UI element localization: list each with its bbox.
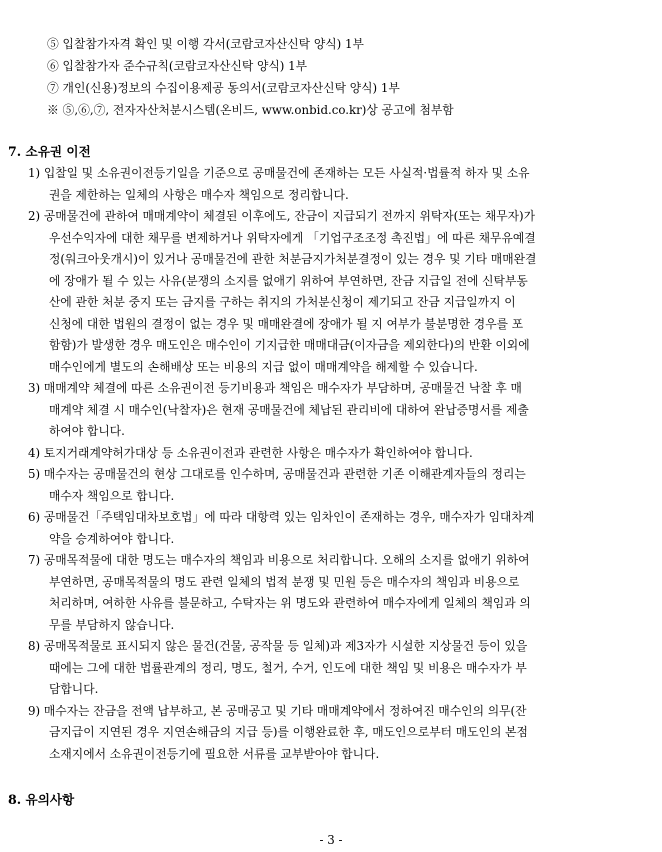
section-7-item-2-line-6: 신청에 대한 법원의 결정이 없는 경우 및 매매완결에 장애가 될 지 여부가 불분명한 경우를 포 [49, 317, 524, 331]
attachment-item-7: ⑦ 개인(신용)정보의 수집이용제공 동의서(코람코자산신탁 양식) 1부 [47, 81, 400, 95]
section-7-item-6-line-2: 약을 승계하여야 합니다. [49, 532, 175, 546]
attachment-note: ※ ⑤,⑥,⑦, 전자자산처분시스템(온비드, www.onbid.co.kr)상 공고에 첨부함 [47, 103, 454, 117]
section-7-item-8-line-2: 때에는 그에 대한 법률관계의 정리, 명도, 철거, 수거, 인도에 대한 책임 및 비용은 매수자가 부 [49, 661, 527, 675]
section-7-item-2-line-8: 매수인에게 별도의 손해배상 또는 비용의 지급 없이 매매계약을 해제할 수 있습니다. [49, 360, 478, 374]
attachment-item-5: ⑤ 입찰참가자격 확인 및 이행 각서(코람코자산신탁 양식) 1부 [47, 37, 364, 51]
section-7-item-9-line-1: 9) 매수자는 잔금을 전액 납부하고, 본 공매공고 및 기타 매매계약에서 정하여진 매수인의 의무(잔 [28, 704, 527, 718]
section-7-item-9-line-3: 소재지에서 소유권이전등기에 필요한 서류를 교부받아야 합니다. [49, 747, 380, 761]
section-7-item-1-line-2: 권을 제한하는 일체의 사항은 매수자 책임으로 정리합니다. [49, 188, 349, 202]
section-8-title: 8. 유의사항 [8, 792, 75, 807]
section-7-item-5-line-1: 5) 매수자는 공매물건의 현상 그대로를 인수하며, 공매물건과 관련한 기존 이해관계자들의 정리는 [28, 467, 526, 481]
section-7-item-2-line-1: 2) 공매물건에 관하여 매매계약이 체결된 이후에도, 잔금이 지급되기 전까지 위탁자(또는 채무자)가 [28, 209, 536, 223]
section-7-item-4-line-1: 4) 토지거래계약허가대상 등 소유권이전과 관련한 사항은 매수자가 확인하여야 합니다. [28, 446, 473, 460]
section-7-item-3-line-3: 하여야 합니다. [49, 424, 125, 438]
section-7-title: 7. 소유권 이전 [8, 144, 91, 159]
section-7-item-7-line-3: 처리하며, 여하한 사유를 불문하고, 수탁자는 위 명도와 관련하여 매수자에게 일체의 책임과 의 [49, 596, 531, 610]
section-7-item-5-line-2: 매수자 책임으로 합니다. [49, 489, 175, 503]
section-7-item-2-line-5: 산에 관한 처분 중지 또는 금지를 구하는 취지의 가처분신청이 제기되고 잔금 지급일까지 이 [49, 295, 516, 309]
section-7-item-7-line-2: 부연하면, 공매목적물의 명도 관련 일체의 법적 분쟁 및 민원 등은 매수자의 책임과 비용으로 [49, 575, 520, 589]
section-7-item-2-line-3: 정(워크아웃개시)이 있거나 공매물건에 관한 처분금지가처분결정이 있는 경우 및 기타 매매완결 [49, 252, 537, 266]
section-7-item-7-line-4: 무를 부담하지 않습니다. [49, 618, 175, 632]
section-7-item-8-line-3: 담합니다. [49, 682, 99, 696]
section-7-item-1-line-1: 1) 입찰일 및 소유권이전등기일을 기준으로 공매물건에 존재하는 모든 사실적·법률적 하자 및 소유 [28, 166, 530, 180]
section-7-item-3-line-1: 3) 매매계약 체결에 따른 소유권이전 등기비용과 책임은 매수자가 부담하며, 공매물건 낙찰 후 매 [28, 381, 522, 395]
section-7-item-7-line-1: 7) 공매목적물에 대한 명도는 매수자의 책임과 비용으로 처리합니다. 오해의 소지를 없애기 위하여 [28, 553, 530, 567]
section-7-item-8-line-1: 8) 공매목적물로 표시되지 않은 물건(건물, 공작물 등 일체)과 제3자가 시설한 지상물건 등이 있을 [28, 639, 528, 653]
section-7-item-9-line-2: 금지급이 지연된 경우 지연손해금의 지급 등)를 이행완료한 후, 매도인으로부터 매도인의 본점 [49, 725, 528, 739]
section-7-item-2-line-4: 에 장애가 될 수 있는 사유(분쟁의 소지를 없애기 위하여 부연하면, 잔금 지급일 전에 신탁부동 [49, 274, 528, 288]
page-number: - 3 - [319, 833, 343, 847]
section-7-item-2-line-2: 우선수익자에 대한 채무를 변제하거나 위탁자에게 「기업구조조정 촉진법」에 따른 채무유예결 [49, 231, 536, 245]
section-7-item-2-line-7: 함함)가 발생한 경우 매도인은 매수인이 기지급한 매매대금(이자금을 제외한다)의 반환 이외에 [49, 338, 530, 352]
attachment-item-6: ⑥ 입찰참가자 준수규칙(코람코자산신탁 양식) 1부 [47, 59, 308, 73]
section-7-item-3-line-2: 매계약 체결 시 매수인(낙찰자)은 현재 공매물건에 체납된 관리비에 대하여 완납증명서를 제출 [49, 403, 529, 417]
section-7-item-6-line-1: 6) 공매물건「주택임대차보호법」에 따라 대항력 있는 임차인이 존재하는 경우, 매수자가 임대차계 [28, 510, 535, 524]
